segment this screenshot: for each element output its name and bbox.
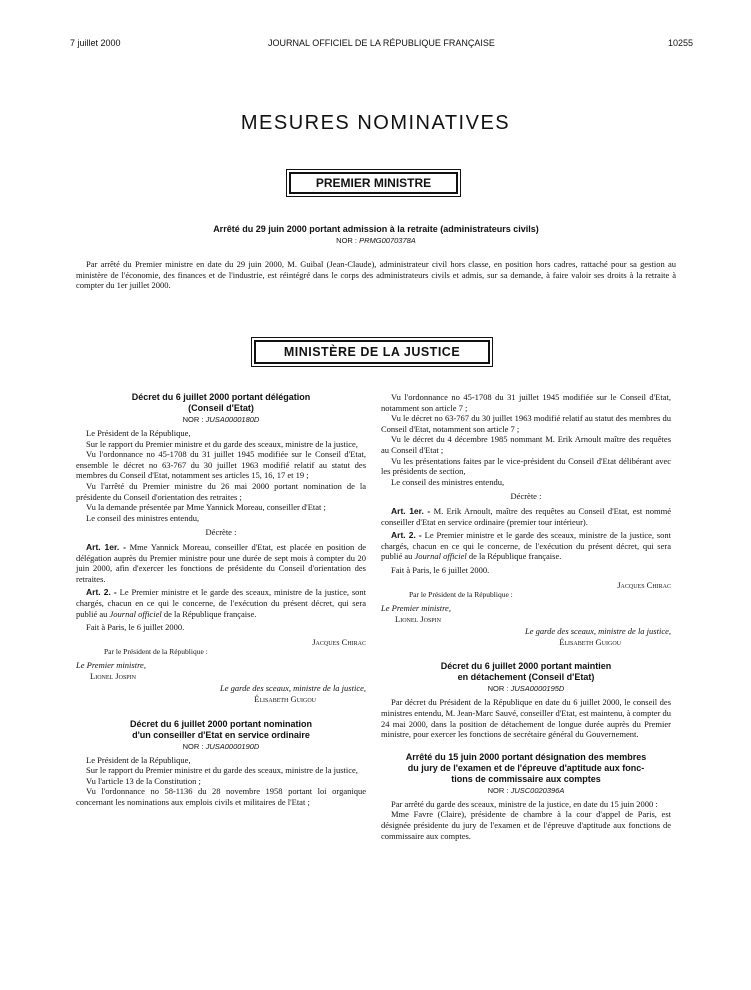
- nor-code: JUSA0000180D: [205, 415, 260, 424]
- article-label: Art. 1er. -: [86, 541, 126, 552]
- column-left: [76, 392, 366, 808]
- paragraph: Vu la demande présentée par Mme Yannick Moreau, conseiller d'Etat ;: [86, 502, 326, 513]
- decree-delegation-heading-2: (Conseil d'Etat): [188, 403, 254, 413]
- decree-maintien-heading-1: Décret du 6 juillet 2000 portant maintien: [440, 661, 612, 672]
- page-title: MESURES NOMINATIVES: [240, 112, 511, 134]
- paragraph: Le Président de la République,: [86, 428, 191, 438]
- pm-title: Le Premier ministre,: [76, 660, 146, 671]
- journal-officiel: Journal officiel: [414, 551, 467, 562]
- decree-maintien-nor: [381, 684, 671, 693]
- column-right: [381, 392, 671, 841]
- header-page-number: 10255: [667, 38, 693, 48]
- paragraph: Sur le rapport du Premier ministre et du garde des sceaux, ministre de la justice,: [86, 765, 358, 776]
- pm-name: Lionel Jospin: [90, 670, 136, 681]
- header-date: 7 juillet 2000: [70, 38, 121, 48]
- decree-nomination-heading-2: d'un conseiller d'Etat en service ordinaire: [132, 729, 310, 740]
- fait-a-paris: Fait à Paris, le 6 juillet 2000.: [391, 564, 490, 575]
- paragraph: Vu l'article 13 de la Constitution ;: [86, 775, 201, 786]
- garde-name: Élisabeth Guigou: [254, 694, 316, 705]
- paragraph: Vu l'ordonnance no 45-1708 du 31 juillet 1945 modifiée sur le Conseil d'Etat, ensemble le décret no 63-767 du 30 juillet 1963 modifié relatif au statut des membres du Conseil d'Etat, notamment ses articles 15, 16, 17 et 19 ;: [76, 449, 366, 481]
- paragraph: Vu les présentations faites par le vice-président du Conseil d'Etat délibérant avec les présidents de section,: [381, 455, 671, 477]
- article-text: M. Erik Arnoult, maître des requêtes au Conseil d'Etat, est nommé conseiller d'Etat en service ordinaire (premier tour intérieur).: [381, 505, 672, 527]
- arrete-jury-heading-3: tions de commissaire aux comptes: [451, 773, 601, 784]
- nor-code: JUSC0020396A: [510, 785, 565, 795]
- decree-nomination-heading-1: Décret du 6 juillet 2000 portant nomination: [129, 718, 313, 729]
- nor-code: JUSA0000195D: [510, 684, 565, 694]
- signature-president: Jacques Chirac: [617, 579, 671, 590]
- signature-president: Jacques Chirac: [312, 636, 366, 647]
- article-text: Mme Yannick Moreau, conseiller d'Etat, est placée en position de délégation auprès du Premier ministre pour une durée de sept mois à compter du 20 juin 2000, afin d'exercer les fonctions de présidente du Conseil d'orientation des retraites.: [76, 541, 366, 584]
- decree-nomination-nor: [76, 742, 366, 751]
- paragraph: Vu l'arrêté du Premier ministre du 26 mai 2000 portant nomination de la présidente du Conseil d'orientation des retraites ;: [76, 480, 366, 502]
- article-2: [76, 587, 366, 619]
- paragraph: Par décret du Président de la République en date du 6 juillet 2000, le conseil des ministres entendu, M. Jean-Marc Sauvé, conseiller d'Etat, est maintenu, à compter du 24 mai 2000, dans la position de détachement de longue durée auprès du Premier ministre, pour exercer les fonctions de secrétaire général du Gouvernement.: [381, 697, 671, 740]
- paragraph: Mme Favre (Claire), présidente de chambre à la cour d'appel de Paris, est désignée présidente du jury de l'examen et de l'épreuve d'aptitude aux fonctions de commissaire aux comptes.: [381, 809, 671, 841]
- section-box-premier-ministre: PREMIER MINISTRE: [289, 172, 458, 194]
- decree-delegation-heading-1: Décret du 6 juillet 2000 portant délégation: [131, 392, 311, 402]
- section-box-ministere-justice: MINISTÈRE DE LA JUSTICE: [254, 340, 490, 364]
- paragraph: Le Président de la République,: [86, 754, 191, 765]
- decree-maintien-heading-2: en détachement (Conseil d'Etat): [457, 672, 595, 683]
- journal-officiel: Journal officiel: [109, 608, 162, 619]
- nor-label: NOR :: [336, 236, 358, 245]
- article-text-end: de la République française.: [163, 608, 257, 619]
- arrete-jury-heading-1: Arrêté du 15 juin 2000 portant désignation des membres: [405, 751, 647, 762]
- arrete-jury-nor: [381, 786, 671, 795]
- garde-name: Élisabeth Guigou: [559, 636, 621, 647]
- par-le-president: Par le Président de la République :: [104, 647, 208, 657]
- article-1: [381, 506, 671, 527]
- nor-code: JUSA0000190D: [205, 741, 260, 751]
- paragraph: Vu l'ordonnance no 45-1708 du 31 juillet 1945 modifiée sur le Conseil d'Etat, notamment son article 7 ;: [381, 392, 671, 413]
- paragraph: Vu l'ordonnance no 58-1136 du 28 novembre 1958 portant loi organique concernant les nominations aux emplois civils et militaires de l'Etat ;: [76, 786, 366, 808]
- garde-title: Le garde des sceaux, ministre de la justice,: [220, 683, 366, 694]
- nor-code: PRMG0070378A: [359, 236, 416, 245]
- article-1: [76, 542, 366, 584]
- paragraph: Par arrêté du garde des sceaux, ministre de la justice, en date du 15 juin 2000 :: [391, 798, 658, 809]
- arrete-retraite-block: [76, 224, 676, 291]
- par-le-president: Par le Président de la République :: [409, 590, 513, 600]
- article-2: [381, 530, 671, 562]
- paragraph: Vu le décret no 63-767 du 30 juillet 1963 modifié relatif au statut des membres du Conseil d'Etat, notamment son article 7 ;: [381, 413, 671, 434]
- arrete-retraite-heading: Arrêté du 29 juin 2000 portant admission à la retraite (administrateurs civils): [213, 224, 539, 234]
- arrete-jury-heading-2: du jury de l'examen et de l'épreuve d'aptitude aux fonc-: [407, 762, 645, 773]
- decrete-label: Décrète :: [510, 491, 542, 502]
- nor-label: NOR :: [182, 741, 204, 751]
- nor-label: NOR :: [487, 785, 509, 795]
- article-label: Art. 2. -: [391, 530, 422, 541]
- running-header: [70, 38, 693, 52]
- arrete-retraite-body: Par arrêté du Premier ministre en date du 29 juin 2000, M. Guibal (Jean-Claude), administrateur civil hors classe, en position hors cadres, rattaché pour sa gestion au ministère de l'économie, des finances et de l'industrie, est réintégré dans le corps des administrateurs civils et admis, sur sa demande, à faire valoir ses droits à la retraite à compter du 1er juillet 2000.: [76, 259, 676, 291]
- article-text-end: de la République française.: [468, 551, 562, 562]
- decree-delegation-nor: [76, 415, 366, 424]
- nor-label: NOR :: [182, 415, 204, 424]
- paragraph: Sur le rapport du Premier ministre et du garde des sceaux, ministre de la justice,: [86, 438, 358, 449]
- article-label: Art. 1er. -: [391, 505, 431, 516]
- decrete-label: Décrète :: [205, 527, 237, 538]
- article-text: Le Premier ministre et le garde des sceaux, ministre de la justice, sont chargés, chacun en ce qui le concerne, de l'exécution du présent décret, qui sera publié au: [381, 530, 672, 562]
- pm-name: Lionel Jospin: [395, 613, 441, 624]
- arrete-retraite-nor: [76, 236, 676, 245]
- article-label: Art. 2. -: [86, 587, 117, 598]
- pm-title: Le Premier ministre,: [381, 603, 451, 614]
- garde-title: Le garde des sceaux, ministre de la justice,: [525, 626, 671, 637]
- fait-a-paris: Fait à Paris, le 6 juillet 2000.: [86, 622, 185, 633]
- nor-label: NOR :: [487, 684, 509, 694]
- article-text: Le Premier ministre et le garde des sceaux, ministre de la justice, sont chargés, chacun en ce qui le concerne, de l'exécution du présent décret, qui sera publié au: [76, 587, 367, 619]
- header-journal-title: JOURNAL OFFICIEL DE LA RÉPUBLIQUE FRANÇAISE: [268, 38, 495, 48]
- paragraph: Le conseil des ministres entendu,: [86, 512, 200, 523]
- paragraph: Vu le décret du 4 décembre 1985 nommant M. Erik Arnoult maître des requêtes au Conseil d'Etat ;: [381, 434, 671, 455]
- paragraph: Le conseil des ministres entendu,: [391, 476, 505, 487]
